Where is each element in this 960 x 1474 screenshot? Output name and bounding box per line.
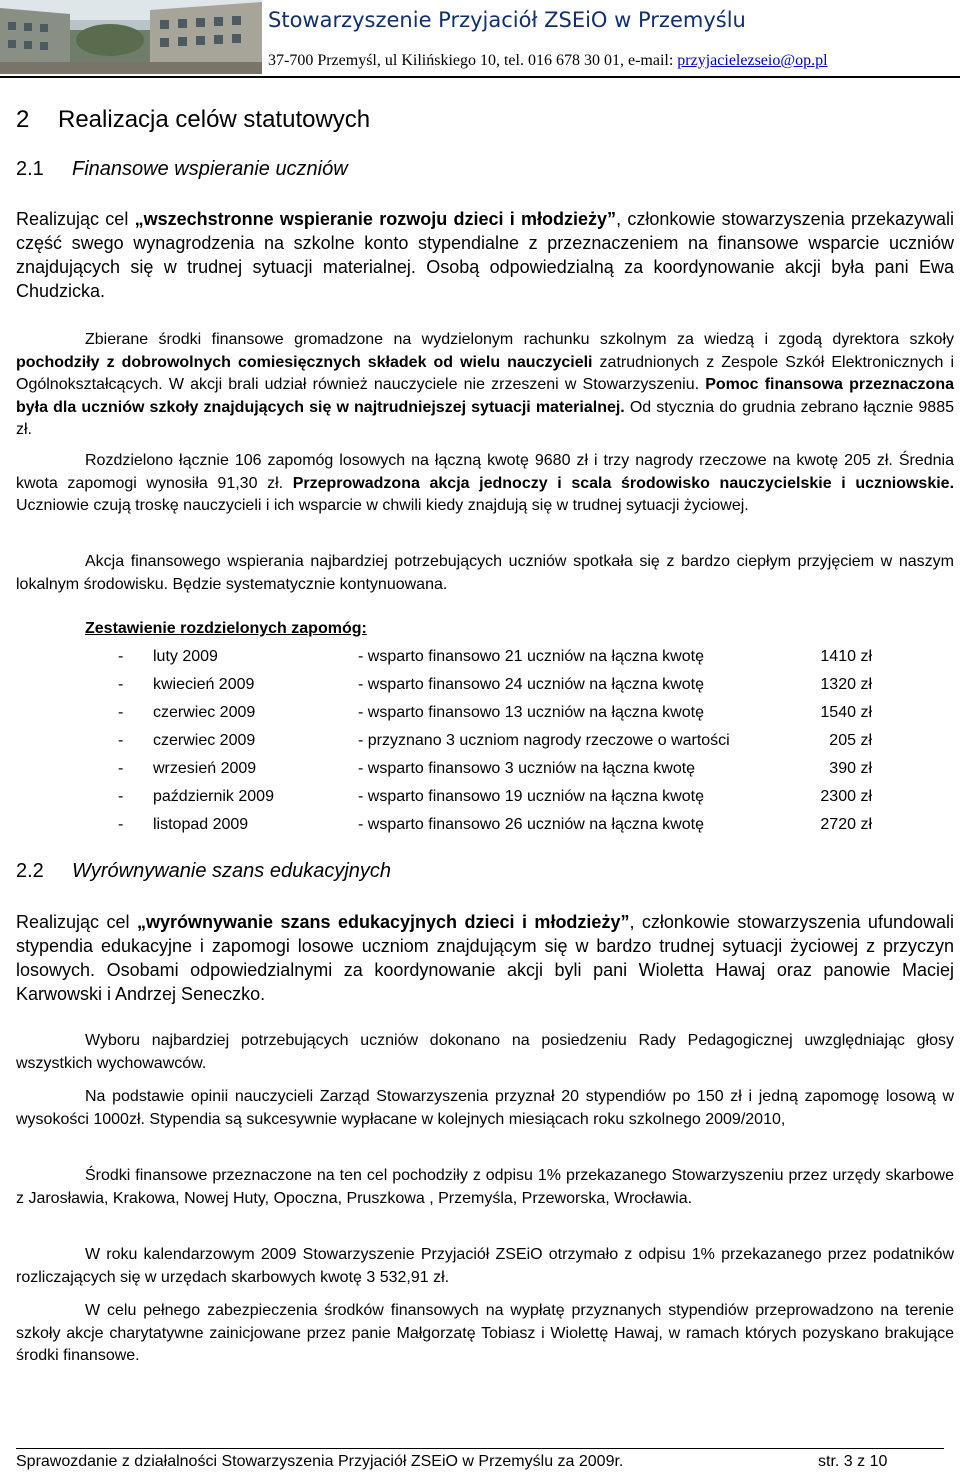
paragraph-one-percent (16, 1244, 954, 1289)
intro-text: Realizując cel (16, 912, 137, 932)
list-bullet: - (118, 648, 124, 665)
paragraph-text: W celu pełnego zabezpieczenia środków finansowych na wypłatę przyznanych stypendiów przeprowadzono na terenie szkoły akcje charytatywne zainicjowane przez panie Małgorzatę Tobiasz i Wiolettę Hawaj, w ramach których pozyskano brakujące środki finansowe. (16, 1302, 954, 1364)
paragraph-text: Zbierane środki finansowe gromadzone na wydzielonym rachunku szkolnym za wiedzą i zgodą dyrektora szkoły (85, 331, 954, 348)
list-bullet: - (118, 732, 124, 749)
subsection-title: Finansowe wspieranie uczniów (72, 158, 348, 180)
summary-month: październik 2009 (153, 788, 274, 805)
summary-month: kwiecień 2009 (153, 676, 255, 693)
paragraph-bold: pochodziły z dobrowolnych comiesięcznych składek od wielu nauczycieli (16, 353, 593, 371)
summary-amount: 2720 zł (820, 816, 872, 833)
intro-bold-goal: „wszechstronne wspieranie rozwoju dzieci i młodzieży” (134, 209, 617, 229)
subsection-heading-2-2 (16, 860, 391, 883)
header-divider (0, 76, 960, 78)
summary-description: - wsparto finansowo 24 uczniów na łączna kwotę (358, 676, 704, 693)
summary-amount: 205 zł (829, 732, 872, 749)
footer-report-title: Sprawozdanie z działalności Stowarzyszenia Przyjaciół ZSEiO w Przemyślu za 2009r. (16, 1453, 624, 1470)
subsection-title: Wyrównywanie szans edukacyjnych (72, 860, 392, 882)
paragraph-bold: Przeprowadzona akcja jednoczy i scala środowisko nauczycielskie i uczniowskie. (292, 474, 955, 492)
summary-description: - wsparto finansowo 13 uczniów na łączna kwotę (358, 704, 704, 721)
paragraph-collection (16, 329, 954, 442)
subsection-number: 2.2 (16, 860, 44, 882)
summary-month: listopad 2009 (153, 816, 249, 833)
list-bullet: - (118, 676, 124, 693)
header-school-photo (0, 0, 262, 74)
email-link[interactable]: przyjacielezseio@op.pl (677, 52, 828, 69)
paragraph-text: Od stycznia do grudnia zebrano łącznie 9885 zł. (16, 398, 954, 438)
paragraph-text: zatrudnionych z Zespole Szkół Elektronicznych i Ogólnokształcących. W akcji brali udział również nauczyciele nie zrzeszeni w Stowarzyszeniu. (16, 353, 955, 393)
summary-amount: 1540 zł (820, 704, 872, 721)
summary-description: - wsparto finansowo 21 uczniów na łączna kwotę (358, 648, 704, 665)
summary-amount: 390 zł (829, 760, 872, 777)
paragraph-text: W roku kalendarzowym 2009 Stowarzyszenie Przyjaciół ZSEiO otrzymało z odpisu 1% przekazanego przez podatników rozliczających się w urzędach skarbowych kwotę 3 532,91 zł. (16, 1246, 954, 1286)
paragraph-text: Akcja finansowego wspierania najbardziej potrzebujących uczniów spotkała się z bardzo ciepłym przyjęciem w naszym lokalnym środowisku. Będzie systematycznie kontynuowana. (16, 553, 954, 593)
subsection-heading-2-1 (16, 158, 348, 181)
org-address (268, 52, 828, 70)
paragraph-reception (16, 551, 954, 596)
section-title: Realizacja celów statutowych (58, 106, 371, 133)
intro-text-rest: , członkowie stowarzyszenia ufundowali stypendia edukacyjne i zapomogi losowe uczniom znajdującym się w bardzo trudnej sytuacji życiowej z przyczyn losowych. Osobami odpowiedzialnymi za koordynowanie akcji byli pani Wioletta Hawaj oraz panowie Maciej Karwowski i Andrzej Seneczko. (16, 912, 954, 1004)
summary-description: - wsparto finansowo 19 uczniów na łączna kwotę (358, 788, 704, 805)
list-bullet: - (118, 788, 124, 805)
paragraph-charity (16, 1300, 954, 1368)
summary-description: - wsparto finansowo 26 uczniów na łączna kwotę (358, 816, 704, 833)
intro-paragraph-2-2 (16, 910, 954, 1006)
summary-title: Zestawienie rozdzielonych zapomóg: (85, 620, 367, 637)
address-text: 37-700 Przemyśl, ul Kilińskiego 10, tel. 016 678 30 01, e-mail: (268, 52, 678, 69)
intro-text: Realizując cel (16, 209, 135, 229)
footer-divider (16, 1448, 944, 1449)
summary-month: czerwiec 2009 (153, 732, 256, 749)
subsection-number: 2.1 (16, 158, 44, 180)
page-number: str. 3 z 10 (818, 1453, 888, 1470)
summary-description: - wsparto finansowo 3 uczniów na łączna kwotę (358, 760, 696, 777)
intro-paragraph-2-1 (16, 207, 954, 303)
org-name: Stowarzyszenie Przyjaciół ZSEiO w Przemyślu (268, 8, 746, 32)
summary-amount: 1320 zł (820, 676, 872, 693)
list-bullet: - (118, 816, 124, 833)
list-bullet: - (118, 760, 124, 777)
paragraph-funds-source (16, 1165, 954, 1210)
summary-description: - przyznano 3 uczniom nagrody rzeczowe o wartości (358, 732, 730, 749)
summary-month: luty 2009 (153, 648, 218, 665)
intro-bold-goal: „wyrównywanie szans edukacyjnych dzieci i młodzieży” (136, 912, 630, 932)
paragraph-scholarships (16, 1086, 954, 1131)
paragraph-selection (16, 1030, 954, 1075)
summary-amount: 2300 zł (820, 788, 872, 805)
paragraph-text: Środki finansowe przeznaczone na ten cel pochodziły z odpisu 1% przekazanego Stowarzyszeniu przez urzędy skarbowe z Jarosławia, Krakowa, Nowej Huty, Opoczna, Pruszkowa , Przemyśla, Przeworska, Wrocławia. (16, 1167, 954, 1207)
paragraph-text: Wyboru najbardziej potrzebujących uczniów dokonano na posiedzeniu Rady Pedagogicznej uwzględniając głosy wszystkich wychowawców. (16, 1032, 954, 1072)
paragraph-text: Uczniowie czują troskę nauczycieli i ich wsparcie w chwili kiedy znajdują się w trudnej sytuacji życiowej. (16, 497, 749, 514)
paragraph-distribution (16, 450, 954, 518)
paragraph-text: Na podstawie opinii nauczycieli Zarząd Stowarzyszenia przyznał 20 stypendiów po 150 zł i jedną zapomogę losową w wysokości 1000zł. Stypendia są sukcesywnie wypłacane w kolejnych miesiącach roku szkolnego 2009/2010, (16, 1088, 954, 1128)
section-heading (16, 106, 370, 134)
summary-month: czerwiec 2009 (153, 704, 256, 721)
list-bullet: - (118, 704, 124, 721)
summary-amount: 1410 zł (820, 648, 872, 665)
intro-text-rest: , członkowie stowarzyszenia przekazywali część swego wynagrodzenia na szkolne konto stypendialne z przeznaczeniem na finansowe wsparcie uczniów znajdujących się w trudnej sytuacji materialnej. Osobą odpowiedzialną za koordynowanie akcji była pani Ewa Chudzicka. (16, 209, 954, 301)
paragraph-text: Rozdzielono łącznie 106 zapomóg losowych na łączną kwotę 9680 zł i trzy nagrody rzeczowe na kwotę 205 zł. Średnia kwota zapomogi wynosiła 91,30 zł. (16, 452, 954, 492)
section-number: 2 (16, 106, 30, 133)
summary-month: wrzesień 2009 (153, 760, 257, 777)
paragraph-bold: Pomoc finansowa przeznaczona była dla uczniów szkoły znajdujących się w najtrudniejszej sytuacji materialnej. (16, 376, 954, 416)
